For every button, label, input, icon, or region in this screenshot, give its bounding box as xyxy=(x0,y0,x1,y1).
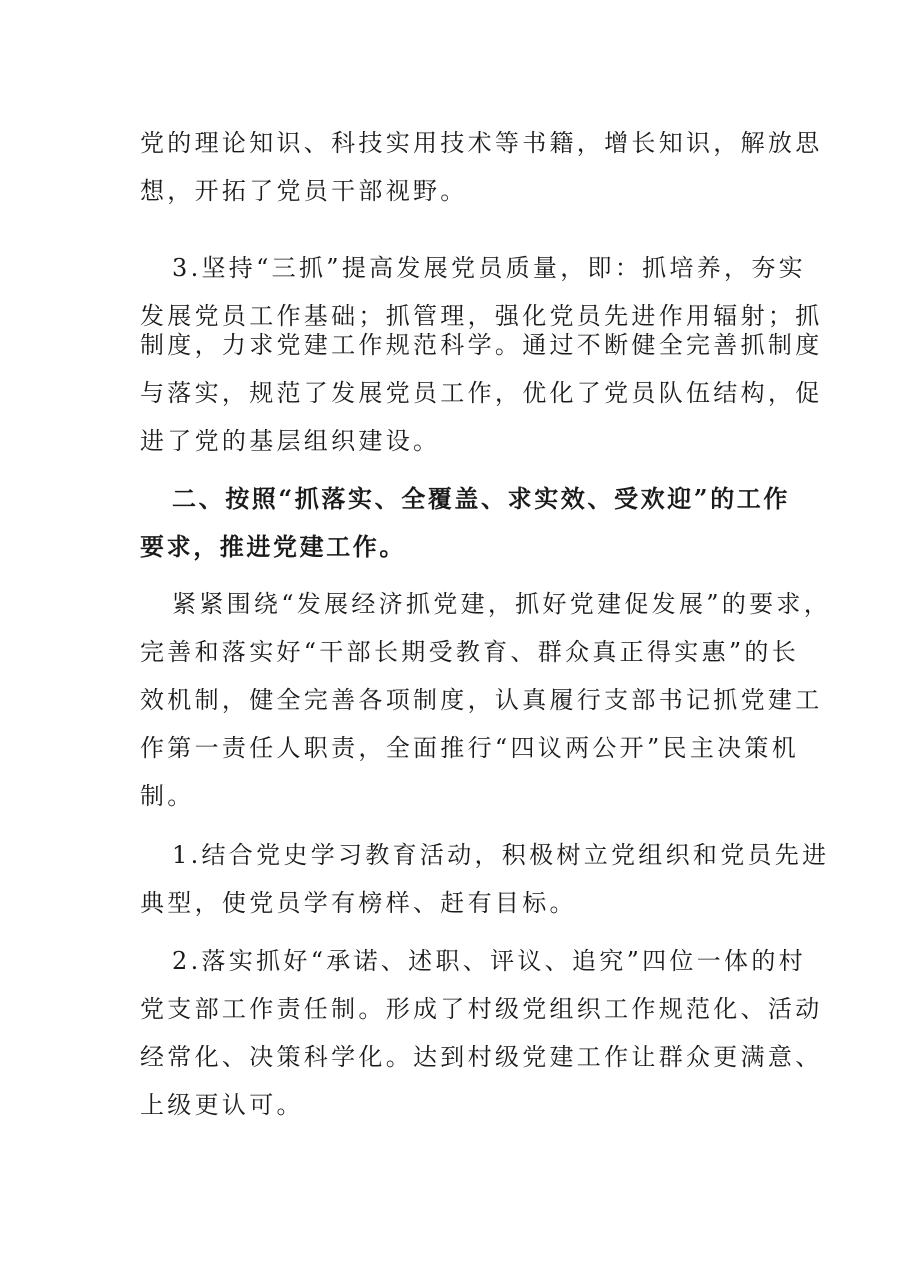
paragraph-line: 党的理论知识、科技实用技术等书籍，增长知识，解放思 xyxy=(140,129,823,157)
paragraph-line: 与落实，规范了发展党员工作，优化了党员队伍结构，促 xyxy=(140,379,823,407)
paragraph-line: 经常化、决策科学化。达到村级党建工作让群众更满意、 xyxy=(140,1043,823,1071)
paragraph-line: 发展党员工作基础；抓管理，强化党员先进作用辐射；抓 xyxy=(140,302,823,330)
paragraph-line: 作第一责任人职责，全面推行“四议两公开”民主决策机 xyxy=(140,734,800,762)
paragraph-line: 3.坚持“三抓”提高发展党员质量，即：抓培养，夯实 xyxy=(172,254,806,282)
paragraph-line: 紧紧围绕“发展经济抓党建，抓好党建促发展”的要求， xyxy=(172,590,832,618)
paragraph-line: 2.落实抓好“承诺、述职、评议、追究”四位一体的村 xyxy=(172,947,806,975)
paragraph-line: 典型，使党员学有榜样、赶有目标。 xyxy=(140,889,577,917)
section-heading-line: 二、按照“抓落实、全覆盖、求实效、受欢迎”的工作 xyxy=(172,484,791,513)
paragraph-line: 制。 xyxy=(140,782,195,810)
section-heading-line: 要求，推进党建工作。 xyxy=(140,532,406,561)
paragraph-line: 想，开拓了党员干部视野。 xyxy=(140,177,468,205)
paragraph-line: 1.结合党史学习教育活动，积极树立党组织和党员先进 xyxy=(172,841,830,869)
paragraph-line: 上级更认可。 xyxy=(140,1091,304,1119)
paragraph-line: 进了党的基层组织建设。 xyxy=(140,427,441,455)
paragraph-line: 制度，力求党建工作规范科学。通过不断健全完善抓制度 xyxy=(140,331,823,359)
paragraph-line: 效机制，健全完善各项制度，认真履行支部书记抓党建工 xyxy=(140,686,823,714)
paragraph-line: 完善和落实好“干部长期受教育、群众真正得实惠”的长 xyxy=(140,638,800,666)
paragraph-line: 党支部工作责任制。形成了村级党组织工作规范化、活动 xyxy=(140,995,823,1023)
